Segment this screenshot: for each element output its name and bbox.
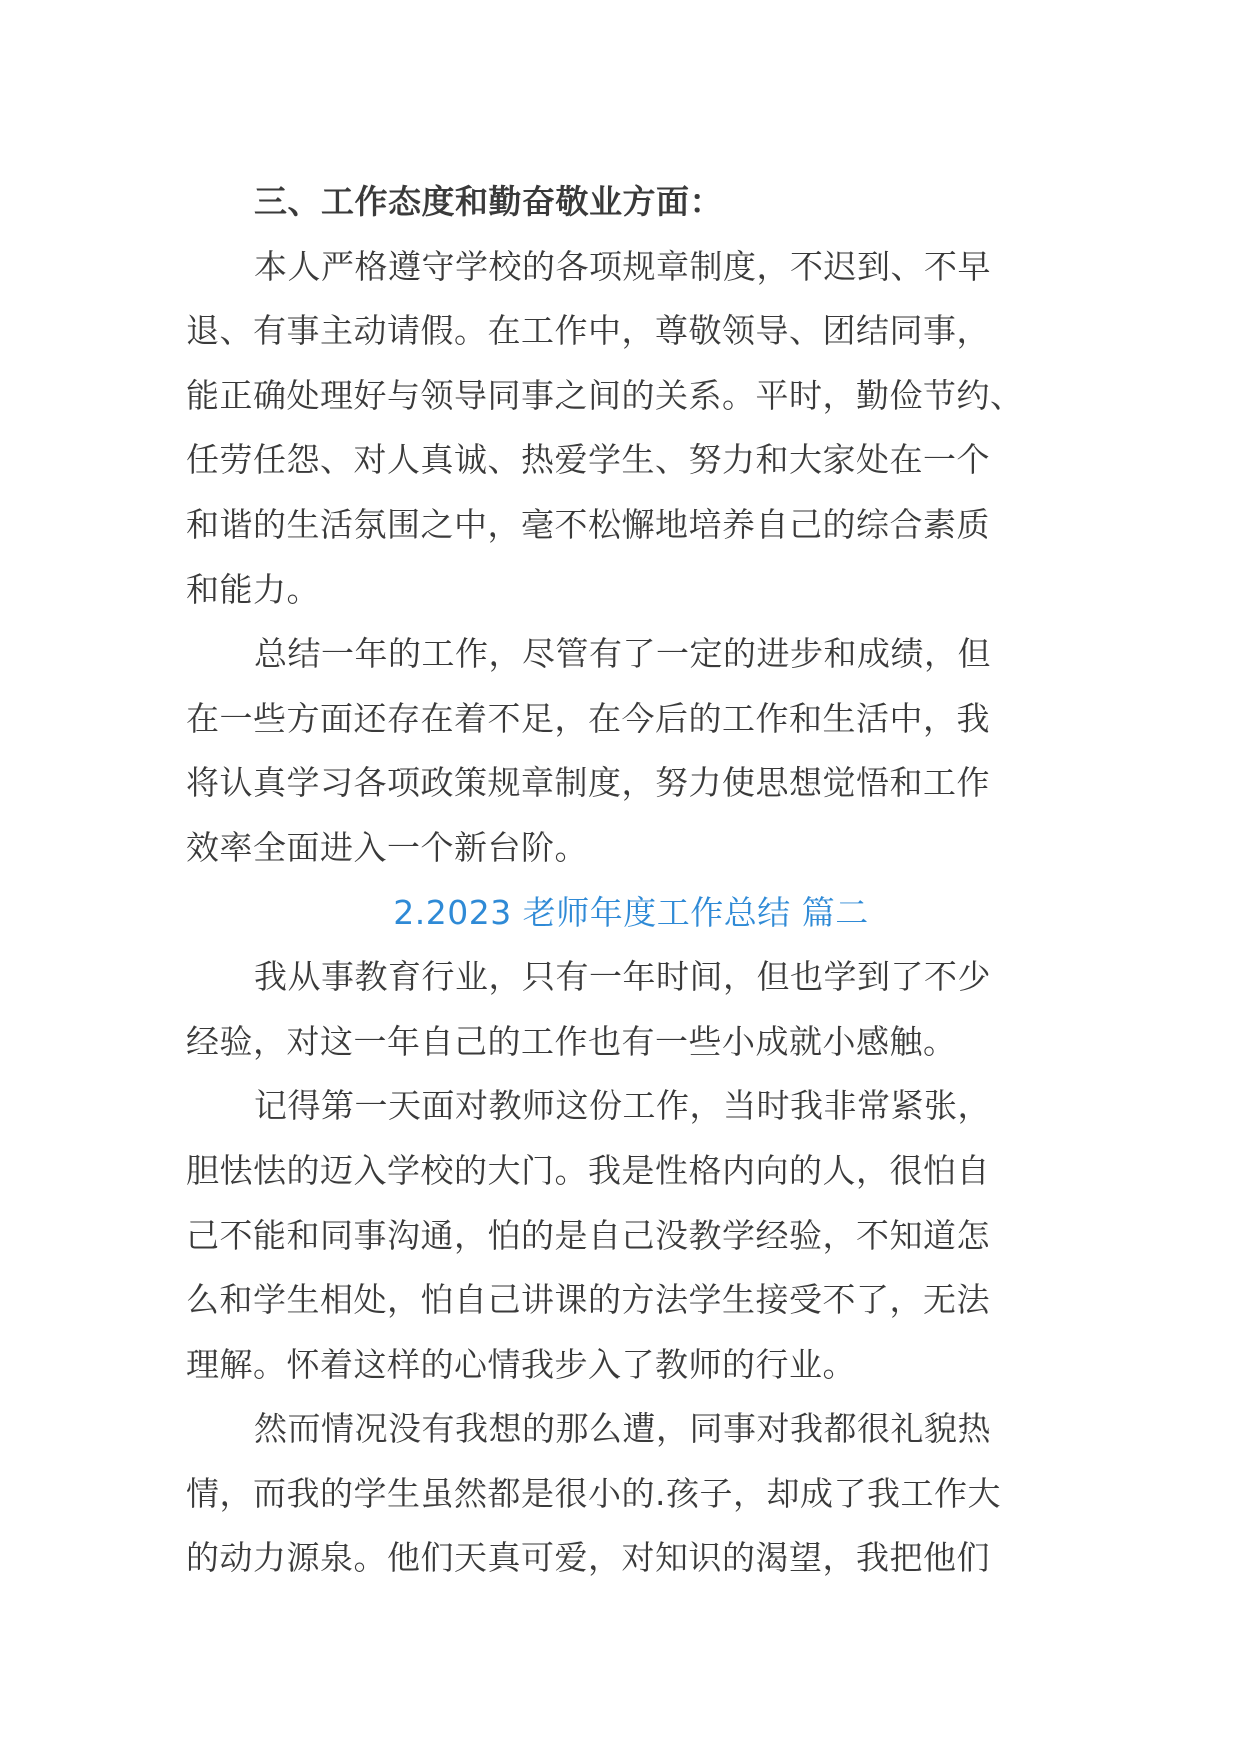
article-title: 2.2023 老师年度工作总结 篇二 — [393, 892, 869, 932]
paragraph-line: 记得第一天面对教师这份工作，当时我非常紧张， — [254, 1086, 991, 1126]
paragraph-line: 胆怯怯的迈入学校的大门。我是性格内向的人，很怕自 — [186, 1150, 990, 1190]
paragraph-line: 在一些方面还存在着不足，在今后的工作和生活中，我 — [186, 698, 990, 738]
paragraph-line: 将认真学习各项政策规章制度，努力使思想觉悟和工作 — [186, 763, 990, 803]
paragraph-colleagues — [186, 1397, 1056, 1591]
document-page — [186, 170, 1056, 1591]
paragraph-line: 任劳任怨、对人真诚、热爱学生、努力和大家处在一个 — [186, 440, 990, 480]
paragraph-line: 的动力源泉。他们天真可爱，对知识的渴望，我把他们 — [186, 1538, 990, 1578]
paragraph-line: 总结一年的工作，尽管有了一定的进步和成绩，但 — [254, 634, 991, 674]
paragraph-summary — [186, 622, 1056, 880]
paragraph-line: 己不能和同事沟通，怕的是自己没教学经验，不知道怎 — [186, 1215, 990, 1255]
paragraph-line: 么和学生相处，怕自己讲课的方法学生接受不了，无法 — [186, 1280, 990, 1320]
paragraph-line: 和能力。 — [186, 569, 320, 609]
paragraph-first-day — [186, 1074, 1056, 1397]
section-heading: 三、工作态度和勤奋敬业方面： — [254, 182, 723, 221]
paragraph-line: 经验，对这一年自己的工作也有一些小成就小感触。 — [186, 1021, 957, 1061]
paragraph-line: 退、有事主动请假。在工作中，尊敬领导、团结同事， — [186, 311, 990, 351]
paragraph-work-attitude — [186, 235, 1056, 623]
paragraph-line: 然而情况没有我想的那么遭，同事对我都很礼貌热 — [254, 1409, 991, 1449]
paragraph-line: 能正确处理好与领导同事之间的关系。平时，勤俭节约、 — [186, 375, 1024, 415]
paragraph-line: 理解。怀着这样的心情我步入了教师的行业。 — [186, 1344, 856, 1384]
paragraph-line: 效率全面进入一个新台阶。 — [186, 827, 588, 867]
paragraph-intro — [186, 945, 1056, 1074]
paragraph-line: 我从事教育行业，只有一年时间，但也学到了不少 — [254, 957, 991, 997]
paragraph-line: 和谐的生活氛围之中，毫不松懈地培养自己的综合素质 — [186, 504, 990, 544]
paragraph-line: 情，而我的学生虽然都是很小的.孩子，却成了我工作大 — [186, 1473, 1001, 1513]
paragraph-line: 本人严格遵守学校的各项规章制度，不迟到、不早 — [254, 246, 991, 286]
